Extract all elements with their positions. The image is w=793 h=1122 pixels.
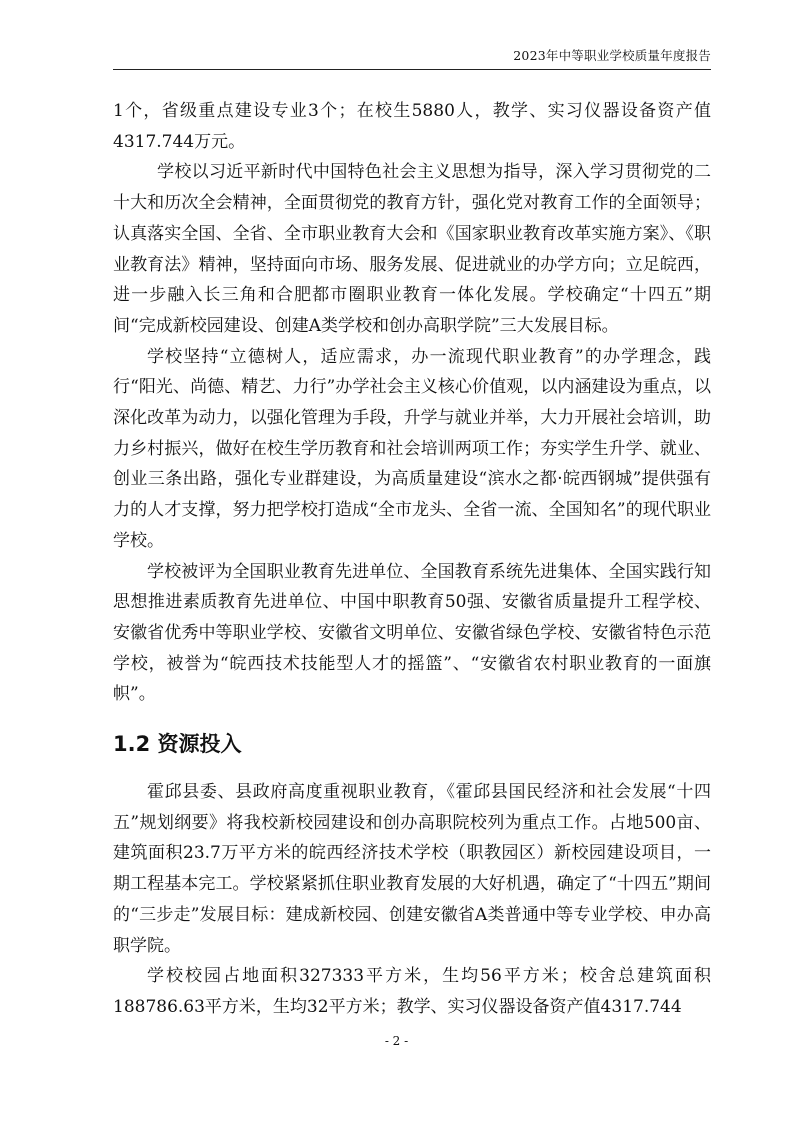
paragraph-government-support: 霍邱县委、县政府高度重视职业教育，《霍邱县国民经济和社会发展“十四五”规划纲要》将我校新校园建设和创办高职院校列为重点工作。占地500亩、建筑面积23.7万平方米的皖西经济技术学校（职教园区）新校园建设项目，一期工程基本完工。学校紧紧抓住职业教育发展的大好机遇，确定了“十四五”期间的“三步走”发展目标：建成新校园、创建安徽省A类普通中等专业学校、申办高职学院。 <box>113 782 711 956</box>
report-header-title: 2023年中等职业学校质量年度报告 <box>513 48 711 63</box>
paragraph-guiding-ideology: 学校以习近平新时代中国特色社会主义思想为指导，深入学习贯彻党的二十大和历次全会精神，全面贯彻党的教育方针，强化党对教育工作的全面领导；认真落实全国、全省、全市职业教育大会和《国家职业教育改革实施方案》、《职业教育法》精神，坚持面向市场、服务发展、促进就业的办学方向；立足皖西，进一步融入长三角和合肥都市圈职业教育一体化发展。学校确定“十四五”期间“完成新校园建设、创建A类学校和创办高职学院”三大发展目标。 <box>113 162 711 336</box>
paragraph-campus-statistics: 学校校园占地面积327333平方米，生均56平方米；校舍总建筑面积188786.63平方米，生均32平方米；教学、实习仪器设备资产值4317.744 <box>113 966 711 1017</box>
paragraph-school-philosophy: 学校坚持“立德树人，适应需求，办一流现代职业教育”的办学理念，践行“阳光、尚德、精艺、力行”办学社会主义核心价值观，以内涵建设为重点，以深化改革为动力，以强化管理为手段，升学与就业并举，大力开展社会培训，助力乡村振兴，做好在校生学历教育和社会培训两项工作；夯实学生升学、就业、创业三条出路，强化专业群建设，为高质量建设“滨水之都·皖西钢城”提供强有力的人才支撑，努力把学校打造成“全市龙头、全省一流、全国知名”的现代职业学校。 <box>113 346 711 551</box>
paragraph-continued: 1个，省级重点建设专业3个；在校生5880人，教学、实习仪器设备资产值4317.744万元。 <box>113 101 711 152</box>
header-divider <box>113 69 711 70</box>
page-body <box>113 96 711 1023</box>
paragraph-honors: 学校被评为全国职业教育先进单位、全国教育系统先进集体、全国实践行知思想推进素质教育先进单位、中国中职教育50强、安徽省质量提升工程学校、安徽省优秀中等职业学校、安徽省文明单位、安徽省绿色学校、安徽省特色示范学校，被誉为“皖西技术技能型人才的摇篮”、“安徽省农村职业教育的一面旗帜”。 <box>113 561 711 705</box>
page-number: - 2 - <box>384 1034 409 1048</box>
section-heading-resource-input: 1.2 资源投入 <box>113 732 242 757</box>
